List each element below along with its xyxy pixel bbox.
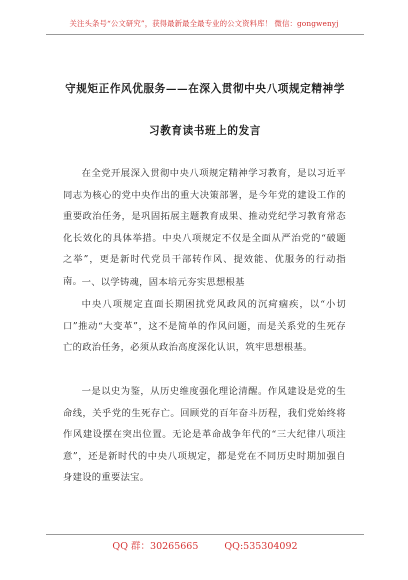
footer-contact [60, 538, 350, 552]
footer-divider [46, 534, 364, 535]
footer-qq-group: QQ 群：30265665 [112, 541, 199, 552]
paragraph-intro: 在全党开展深入贯彻中央八项规定精神学习教育，是以习近平同志为核心的党中央作出的重大决策部署，是今年党的建设工作的重要政治任务，是巩固拓展主题教育成果、推动党纪学习教育常态化长效化的具体举措。中央八项规定不仅是全面从严治党的“破题之举”，更是新时代党员干部转作风、提效能、优服务的行动指南。 [63, 168, 346, 287]
footer-qq-number: QQ:535304092 [224, 541, 298, 552]
header-divider [46, 34, 364, 35]
header-banner: 关注头条号“公文研究”，获得最新最全最专业的公文资料库！ 微信：gongwenyj [69, 19, 339, 28]
section-heading-1: 一、以学铸魂，固本培元夯实思想根基 [81, 277, 245, 288]
paragraph-section-1: 中央八项规定直面长期困扰党风政风的沉疴痼疾，以“小切口”推动“大变革”，这不是简单的作风问题，而是关系党的生死存亡的政治任务，必须从政治高度深化认识，筑牢思想根基。 [63, 299, 346, 354]
document-title-line-1: 守规矩正作风优服务——在深入贯彻中央八项规定精神学 [65, 83, 345, 95]
document-title-line-2: 习教育读书班上的发言 [149, 125, 261, 137]
paragraph-point-1: 一是以史为鉴，从历史维度强化理论清醒。作风建设是党的生命线，关乎党的生死存亡。回顾党的百年奋斗历程，我们党始终将作风建设摆在突出位置。无论是革命战争年代的“三大纪律八项注意”，还是新时代的中央八项规定，都是党在不同历史时期加强自身建设的重要法宝。 [63, 386, 346, 484]
